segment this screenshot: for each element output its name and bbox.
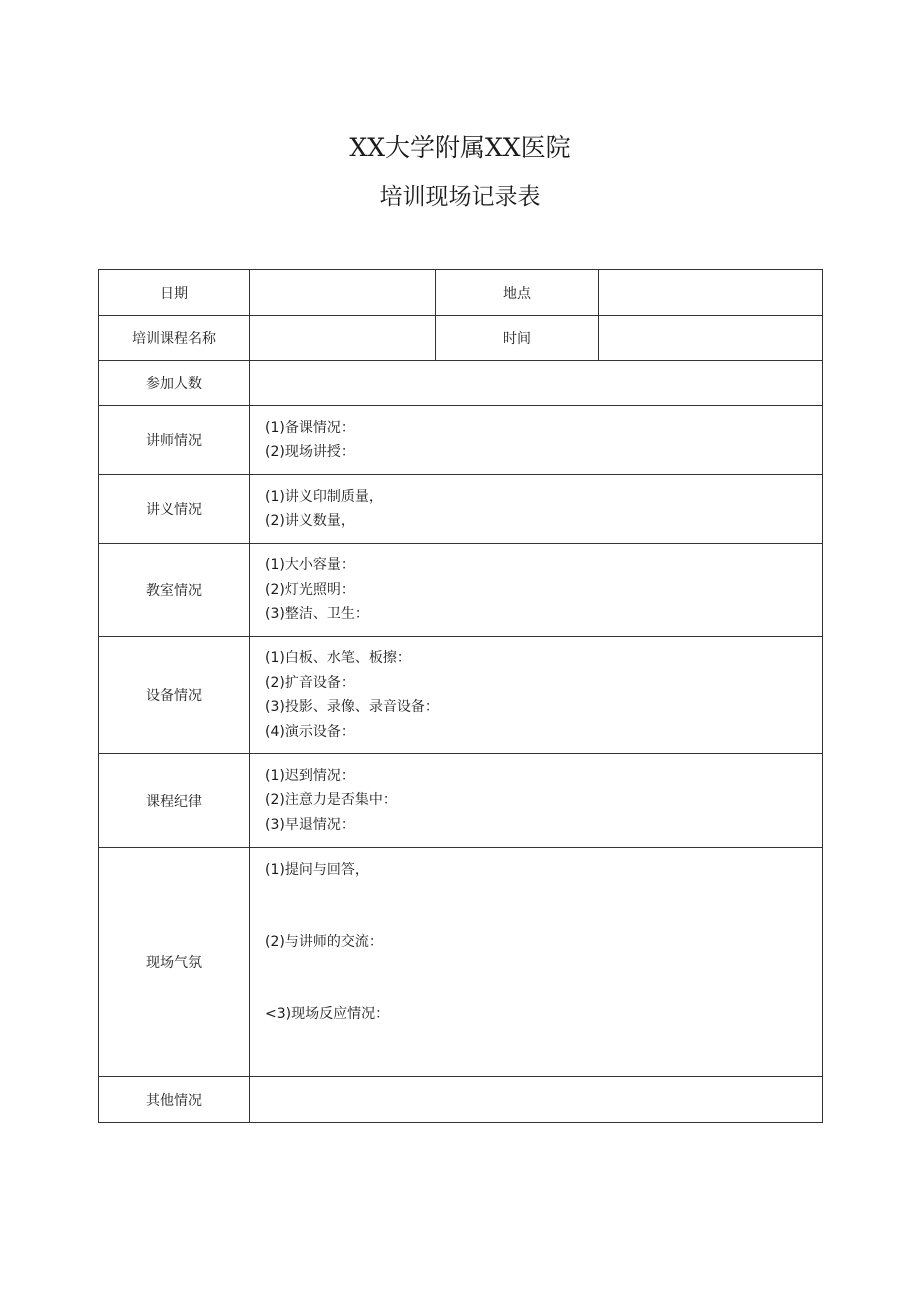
lecturer-items-cell[interactable] <box>250 406 823 475</box>
handout-item: (1)讲义印制质量， <box>265 488 383 505</box>
atmosphere-label: 现场气氛 <box>99 848 250 1077</box>
row-classroom <box>99 544 823 637</box>
row-equipment <box>99 637 823 754</box>
discipline-label: 课程纪律 <box>99 754 250 848</box>
equipment-items-cell[interactable] <box>250 637 823 754</box>
classroom-item: (2)灯光照明： <box>265 581 355 598</box>
lecturer-label: 讲师情况 <box>99 406 250 475</box>
other-label: 其他情况 <box>99 1077 250 1123</box>
row-handout <box>99 475 823 544</box>
other-value-cell[interactable] <box>250 1077 823 1123</box>
handout-item: (2)讲义数量， <box>265 513 355 529</box>
atmosphere-item: (2)与讲师的交流： <box>265 934 383 950</box>
document-title: XX大学附属XX医院 <box>349 133 571 162</box>
row-date-location <box>99 270 823 316</box>
lecturer-item: (1)备课情况： <box>265 419 355 436</box>
attendees-label: 参加人数 <box>99 361 250 406</box>
location-label: 地点 <box>436 270 599 316</box>
row-discipline <box>99 754 823 848</box>
discipline-item: (2)注意力是否集中： <box>265 792 397 809</box>
atmosphere-item: (1)提问与回答， <box>265 862 369 878</box>
discipline-item: (1)迟到情况： <box>265 767 355 784</box>
classroom-item: (3)整洁、卫生： <box>265 606 369 623</box>
row-attendees <box>99 361 823 406</box>
course-name-value-cell[interactable] <box>250 316 436 361</box>
row-course-time <box>99 316 823 361</box>
classroom-label: 教室情况 <box>99 544 250 637</box>
row-atmosphere <box>99 848 823 1077</box>
atmosphere-item: <3)现场反应情况： <box>265 1006 390 1022</box>
equipment-label: 设备情况 <box>99 637 250 754</box>
training-record-table <box>98 269 823 1123</box>
course-name-label: 培训课程名称 <box>99 316 250 361</box>
atmosphere-items-cell[interactable] <box>250 848 823 1077</box>
equipment-item: (3)投影、录像、录音设备： <box>265 699 439 715</box>
discipline-items-cell[interactable] <box>250 754 823 848</box>
date-value-cell[interactable] <box>250 270 436 316</box>
handout-items-cell[interactable] <box>250 475 823 544</box>
document-subtitle: 培训现场记录表 <box>379 184 541 210</box>
row-lecturer <box>99 406 823 475</box>
equipment-item: (2)扩音设备： <box>265 674 355 691</box>
classroom-items-cell[interactable] <box>250 544 823 637</box>
row-other <box>99 1077 823 1123</box>
equipment-item: (4)演示设备： <box>265 723 355 740</box>
time-value-cell[interactable] <box>599 316 823 361</box>
discipline-item: (3)早退情况： <box>265 816 355 833</box>
attendees-value-cell[interactable] <box>250 361 823 406</box>
time-label: 时间 <box>436 316 599 361</box>
date-label: 日期 <box>99 270 250 316</box>
classroom-item: (1)大小容量： <box>265 557 355 574</box>
equipment-item: (1)白板、水笔、板擦： <box>265 650 411 666</box>
location-value-cell[interactable] <box>599 270 823 316</box>
handout-label: 讲义情况 <box>99 475 250 544</box>
lecturer-item: (2)现场讲授： <box>265 444 355 460</box>
